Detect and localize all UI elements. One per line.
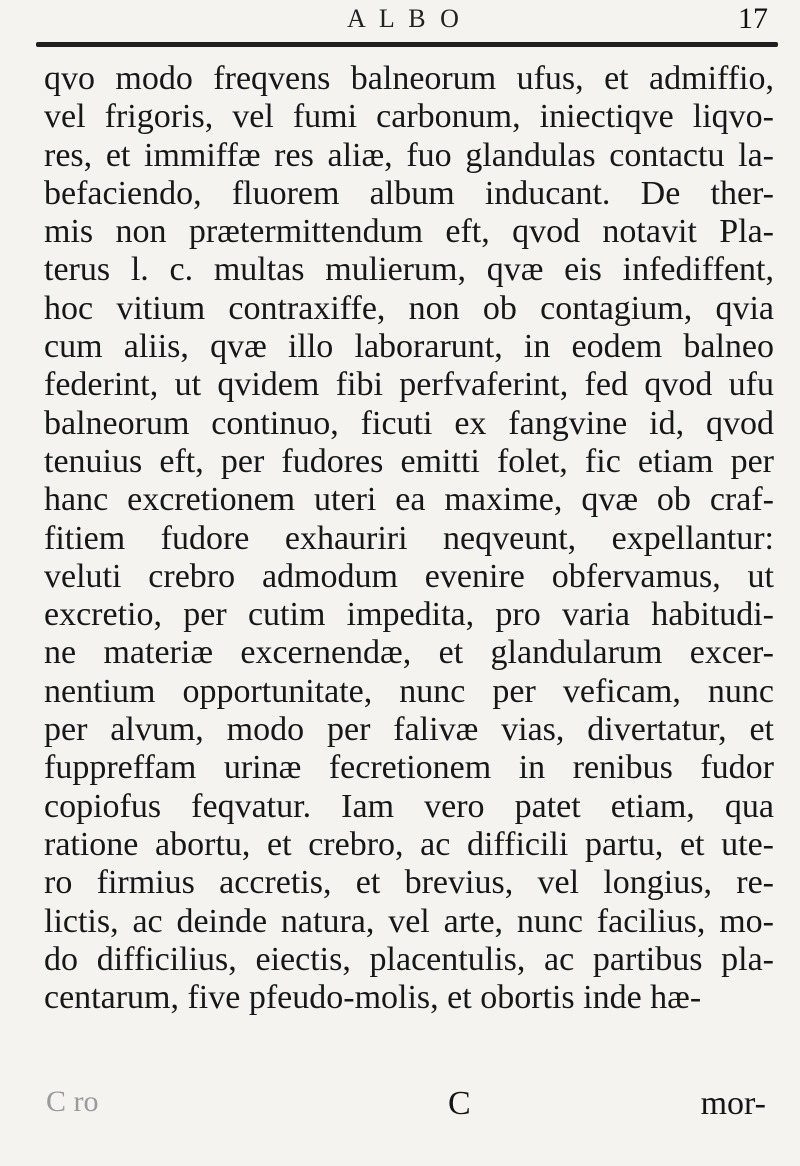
text-line: hoc vitium contraxiffe, non ob contagium, qvia	[44, 289, 774, 327]
text-line: ratione abortu, et crebro, ac difficili partu, et ute-	[44, 825, 774, 863]
text-line: ro firmius accretis, et brevius, vel longius, re-	[44, 864, 774, 902]
signature-mark: C ro	[46, 1085, 99, 1118]
text-line: hanc excretionem uteri ea maxime, qvæ ob craf-	[44, 481, 774, 519]
signature-letter: C	[448, 1085, 471, 1122]
text-line: terus l. c. multas mulierum, qvæ eis infediffent,	[44, 251, 774, 289]
text-line: per alvum, modo per falivæ vias, divertatur, et	[44, 711, 774, 749]
catchword: mor-	[700, 1085, 766, 1122]
text-line: lictis, ac deinde natura, vel arte, nunc facilius, mo-	[44, 902, 774, 940]
text-line: do difficilius, eiectis, placentulis, ac partibus pla-	[44, 940, 774, 978]
text-line: mis non prætermittendum eft, qvod notavit Pla-	[44, 213, 774, 251]
text-line: befaciendo, fluorem album inducant. De ther-	[44, 174, 774, 212]
text-line: copiofus feqvatur. Iam vero patet etiam, qua	[44, 787, 774, 825]
text-line: qvo modo freqvens balneorum ufus, et admiffio,	[44, 60, 774, 97]
page-number: 17	[738, 2, 768, 35]
page-footer	[0, 1085, 800, 1129]
text-line: ne materiæ excernendæ, et glandularum excer-	[44, 634, 774, 672]
text-line: balneorum continuo, ficuti ex fangvine id, qvod	[44, 404, 774, 442]
text-line: veluti crebro admodum evenire obfervamus, ut	[44, 557, 774, 595]
text-line: fuppreffam urinæ fecretionem in renibus fudor	[44, 749, 774, 787]
header-rule	[36, 42, 778, 47]
text-line: cum aliis, qvæ illo laborarunt, in eodem balneo	[44, 328, 774, 366]
text-line: res, et immiffæ res aliæ, fuo glandulas contactu la-	[44, 136, 774, 174]
text-line: nentium opportunitate, nunc per veficam, nunc	[44, 672, 774, 710]
text-line: excretio, per cutim impedita, pro varia habitudi-	[44, 596, 774, 634]
text-line: federint, ut qvidem fibi perfvaferint, fed qvod ufu	[44, 366, 774, 404]
running-head: A L B O	[347, 4, 463, 33]
text-line: centarum, five pfeudo-molis, et obortis inde hæ-	[44, 979, 702, 1017]
text-line: fitiem fudore exhauriri neqveunt, expellantur:	[44, 519, 774, 557]
body-text	[44, 60, 774, 1017]
text-line: vel frigoris, vel fumi carbonum, iniectiqve liqvo-	[44, 98, 774, 136]
text-line: tenuius eft, per fudores emitti folet, fic etiam per	[44, 442, 774, 480]
page-header	[0, 0, 800, 60]
